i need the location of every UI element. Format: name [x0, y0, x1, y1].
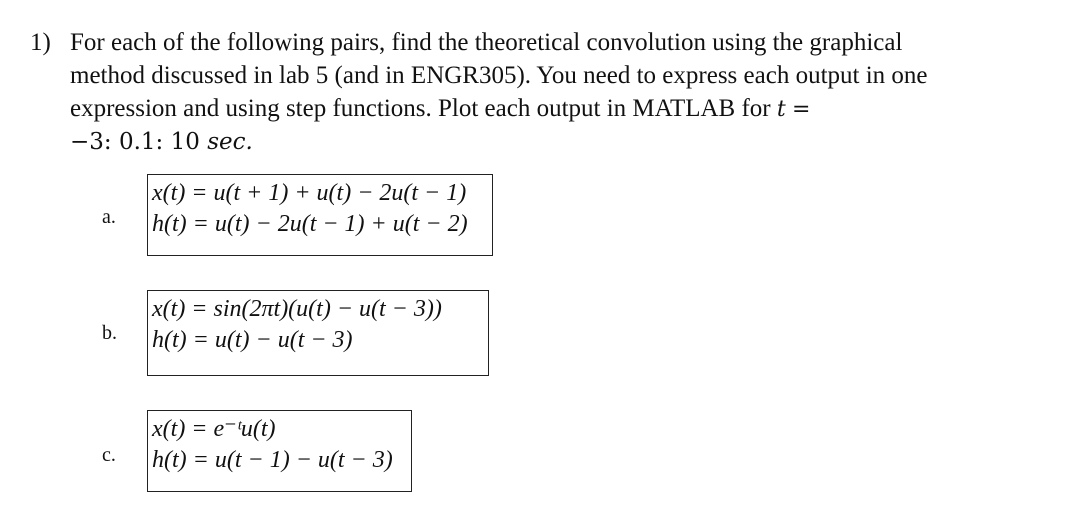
part-b-equation-box: [147, 290, 489, 376]
part-a-x-equation: x(t) = u(t + 1) + u(t) − 2u(t − 1): [152, 180, 467, 206]
part-b-label: b.: [102, 322, 117, 344]
equals-sign: =: [791, 97, 811, 122]
part-b-x-equation: x(t) = sin(2πt)(u(t) − u(t − 3)): [152, 296, 442, 322]
problem-statement: [70, 26, 1030, 159]
part-c-equation-box: [147, 410, 412, 492]
time-range-unit: sec.: [207, 129, 253, 155]
part-c-label: c.: [102, 444, 116, 466]
part-a-equation-box: [147, 174, 493, 256]
problem-line-1: For each of the following pairs, find the theoretical convolution using the graphical: [70, 29, 903, 56]
problem-line-2: method discussed in lab 5 (and in ENGR305). You need to express each output in one: [70, 62, 928, 89]
time-range: [70, 126, 1030, 159]
problem-number: 1): [30, 29, 51, 56]
problem-line-3: [70, 92, 1030, 126]
time-variable: t: [776, 97, 786, 122]
part-c-x-equation: x(t) = e⁻ᵗu(t): [152, 416, 276, 442]
part-c-h-equation: h(t) = u(t − 1) − u(t − 3): [152, 447, 393, 473]
problem-line-3-text: expression and using step functions. Plot each output in MATLAB for: [70, 95, 771, 122]
time-range-values: −3: 0.1: 10: [70, 129, 200, 155]
part-b-h-equation: h(t) = u(t) − u(t − 3): [152, 327, 353, 353]
part-a-label: a.: [102, 206, 116, 228]
part-a-h-equation: h(t) = u(t) − 2u(t − 1) + u(t − 2): [152, 211, 468, 237]
